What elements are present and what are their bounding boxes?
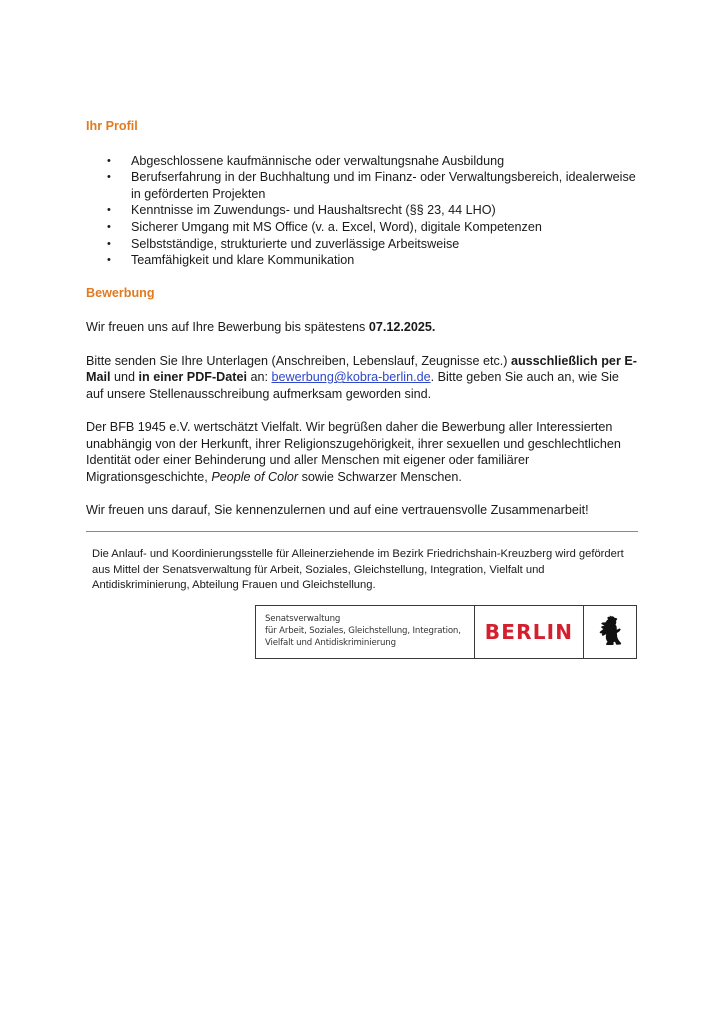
- bear-silhouette-icon: [597, 615, 623, 649]
- application-heading: Bewerbung: [86, 285, 155, 300]
- horizontal-divider: [86, 531, 638, 532]
- list-item: • Selbstständige, strukturierte und zuverlässige Arbeitsweise: [107, 236, 460, 251]
- bullet-icon: •: [107, 254, 111, 267]
- sponsor-logo: [255, 605, 637, 659]
- closing-paragraph: Wir freuen uns darauf, Sie kennenzulernen und auf eine vertrauensvolle Zusammenarbeit!: [86, 502, 589, 517]
- emphasis-bold: ausschließlich per E-Mail: [86, 353, 637, 385]
- bullet-icon: •: [107, 154, 111, 167]
- funding-notice: Die Anlauf- und Koordinierungsstelle für Alleinerziehende im Bezirk Friedrichshain-Kreuzberg wird gefördert aus Mittel der Senatsverwaltung für Arbeit, Soziales, Gleichstellung, Integration, Vielfalt und Antidiskriminierung, Abteilung Frauen und Gleichstellung.: [92, 548, 624, 592]
- list-item: • Sicherer Umgang mit MS Office (v. a. Excel, Word), digitale Kompetenzen: [107, 219, 542, 234]
- diversity-paragraph: Der BFB 1945 e.V. wertschätzt Vielfalt. Wir begrüßen daher die Bewerbung aller Interessierten unabhängig von der Herkunft, ihrer Religionszugehörigkeit, ihrer sexuellen und geschlechtlichen Identität oder einer Behinderung und aller Menschen mit eigener oder familiärer Migrationsgeschichte, People of Color sowie Schwarzer Menschen.: [86, 419, 621, 484]
- bullet-icon: •: [107, 237, 111, 250]
- list-item: • Kenntnisse im Zuwendungs- und Haushaltsrecht (§§ 23, 44 LHO): [107, 203, 496, 218]
- bullet-icon: •: [107, 204, 111, 217]
- emphasis-bold: 07.12.2025.: [368, 320, 436, 335]
- deadline-paragraph: Wir freuen uns auf Ihre Bewerbung bis spätestens 07.12.2025.: [86, 320, 436, 335]
- bullet-icon: •: [107, 220, 111, 233]
- list-item: • Abgeschlossene kaufmännische oder verwaltungsnahe Ausbildung: [107, 153, 505, 168]
- profile-heading: Ihr Profil: [86, 119, 138, 133]
- emphasis-bold: in einer PDF-Datei: [138, 370, 247, 385]
- submission-paragraph: Bitte senden Sie Ihre Unterlagen (Anschreiben, Lebenslauf, Zeugnisse etc.) ausschließlich per E-Mail und in einer PDF-Datei an: bewerbung@kobra-berlin.de. Bitte geben Sie auch an, wie Sie auf unsere Stellenausschreibung aufmerksam geworden sind.: [86, 353, 637, 401]
- senate-department-name: Senatsverwaltung für Arbeit, Soziales, Gleichstellung, Integration, Vielfalt und Antidiskriminierung: [256, 606, 475, 658]
- berlin-bear-icon: [584, 606, 636, 658]
- list-item: • Berufserfahrung in der Buchhaltung und im Finanz- oder Verwaltungsbereich, idealerweise in geförderten Projekten: [107, 170, 636, 201]
- profile-list: [86, 153, 638, 269]
- berlin-wordmark: BERLIN: [475, 606, 584, 658]
- list-item: • Teamfähigkeit und klare Kommunikation: [107, 253, 355, 268]
- bullet-icon: •: [107, 171, 111, 184]
- emphasis-italic: People of Color: [211, 469, 299, 484]
- email-link[interactable]: bewerbung@kobra-berlin.de: [271, 370, 431, 385]
- document-page: [86, 118, 638, 535]
